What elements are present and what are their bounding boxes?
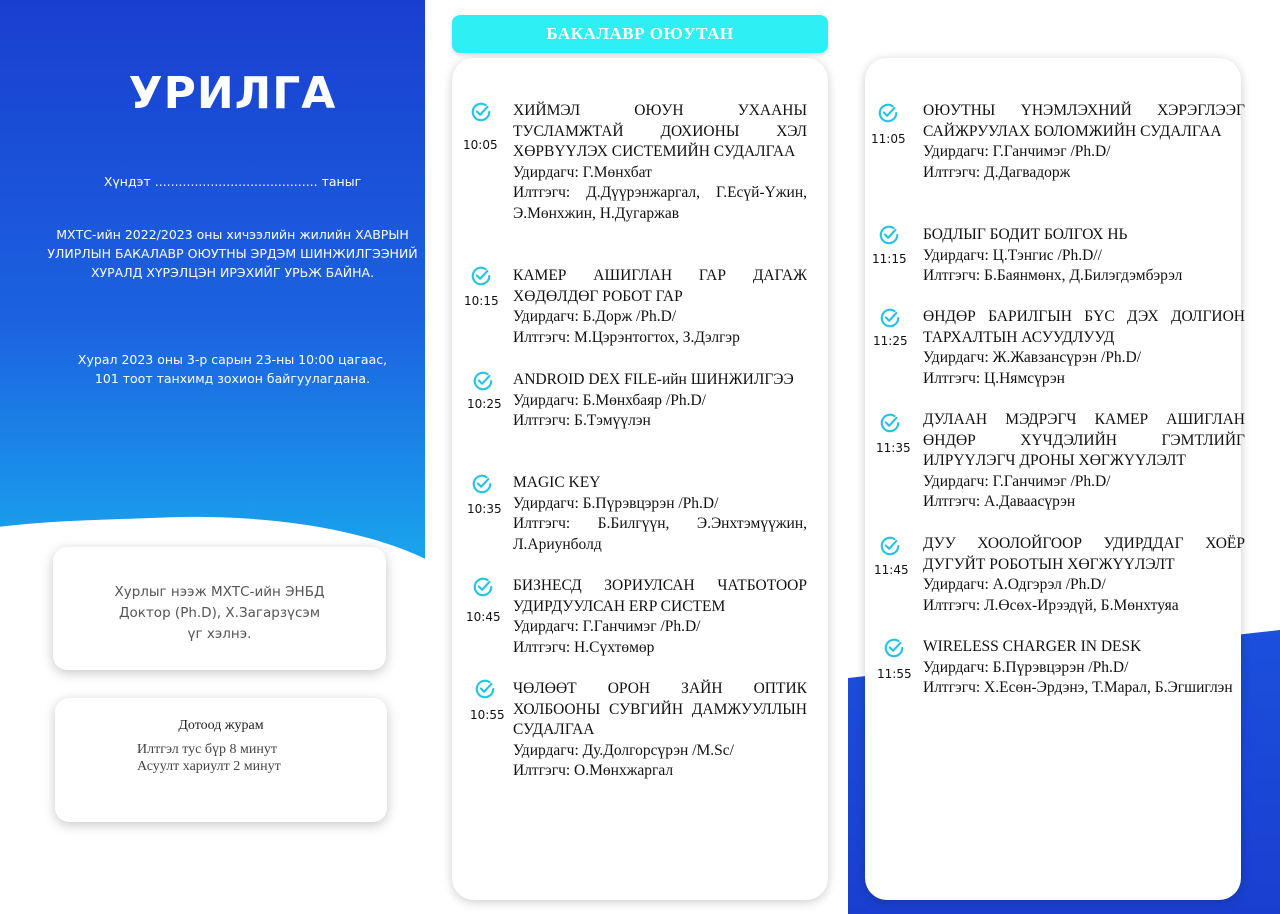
meeting-info (40, 350, 425, 388)
agenda-title: MAGIC KEY (513, 474, 601, 491)
agenda-presenter: Илтгэгч: Б.Тэмүүлэн (513, 412, 651, 430)
agenda-presenter: Илтгэгч: Ц.Нямсүрэн (923, 369, 1065, 387)
agenda-title: ӨНДӨР БАРИЛГЫН БҮС ДЭХ ДОЛГИОН ТАРХАЛТЫН АСУУДЛУУД (923, 308, 1245, 346)
program-header-label: БАКАЛАВР ОЮУТАН (546, 24, 734, 43)
meeting-info-line: Хурал 2023 оны 3-р сарын 23-ны 10:00 цагаас, (77, 352, 388, 367)
agenda-presenter: Илтгэгч: Б.Билгүүн, Э.Энхтэмүүжин, Л.Ариунболд (513, 515, 807, 553)
program-header (452, 15, 828, 53)
agenda-presenter: Илтгэгч: А.Даваасүрэн (923, 493, 1076, 511)
agenda-supervisor: Удирдагч: Ц.Тэнгис /Ph.D// (923, 246, 1102, 264)
agenda-time: 11:55 (877, 667, 912, 681)
agenda-title: ДУЛААН МЭДРЭГЧ КАМЕР АШИГЛАН ӨНДӨР ХҮЧДЭЛИЙН ГЭМТЛИЙГ ИЛРҮҮЛЭГЧ ДРОНЫ ХӨГЖҮҮЛЭЛТ (923, 411, 1245, 470)
agenda-title: ХИЙМЭЛ ОЮУН УХААНЫ ТУСЛАМЖТАЙ ДОХИОНЫ ХЭЛ ХӨРВҮҮЛЭХ СИСТЕМИЙН СУДАЛГАА (513, 102, 807, 161)
check-circle-icon (878, 224, 900, 246)
agenda-supervisor: Удирдагч: Б.Дорж /Ph.D/ (513, 308, 677, 326)
check-circle-icon (470, 265, 492, 287)
agenda-presenter: Илтгэгч: Л.Өсөх-Ирээдүй, Б.Мөнхтуяа (923, 596, 1179, 614)
agenda-time: 10:35 (467, 502, 502, 516)
agenda-presenter: Илтгэгч: Х.Есөн-Эрдэнэ, Т.Марал, Б.Эгшиглэн (923, 679, 1233, 697)
agenda-time: 11:05 (871, 132, 906, 146)
check-circle-icon (474, 678, 496, 700)
agenda-time: 11:35 (876, 441, 911, 455)
check-circle-icon (472, 370, 494, 392)
agenda-presenter: Илтгэгч: Д.Дагвадорж (923, 163, 1071, 181)
agenda-supervisor: Удирдагч: Б.Пүрэвцэрэн /Ph.D/ (513, 494, 719, 512)
check-circle-icon (883, 637, 905, 659)
invitation-title: УРИЛГА (128, 68, 337, 119)
agenda-title: ANDROID DEX FILE-ийн ШИНЖИЛГЭЭ (513, 371, 794, 388)
agenda-presenter: Илтгэгч: М.Цэрэнтогтох, З.Дэлгэр (513, 328, 740, 346)
check-circle-icon (470, 101, 492, 123)
opening-line: үг хэлнэ. (187, 626, 252, 642)
greeting-text: Хүндэт ......................................... таныг (103, 174, 362, 189)
agenda-time: 10:25 (467, 397, 502, 411)
agenda-supervisor: Удирдагч: Г.Ганчимэг /Ph.D/ (513, 618, 701, 636)
opening-text (53, 582, 386, 645)
agenda-supervisor: Удирдагч: А.Одгэрэл /Ph.D/ (923, 576, 1106, 594)
opening-card (53, 547, 386, 670)
agenda-supervisor: Удирдагч: Г.Мөнхбат (513, 163, 652, 181)
check-circle-icon (879, 307, 901, 329)
rule-item: Асуулт хариулт 2 минут (137, 759, 281, 774)
rules-card (55, 698, 387, 822)
agenda-supervisor: Удирдагч: Б.Пүрэвцэрэн /Ph.D/ (923, 658, 1129, 676)
agenda-time: 10:15 (464, 294, 499, 308)
opening-line: Хурлыг нээж МХТС-ийн ЭНБД (114, 584, 325, 600)
agenda-presenter: Илтгэгч: О.Мөнхжаргал (513, 762, 674, 780)
agenda-title: ДУУ ХООЛОЙГООР УДИРДДАГ ХОЁР ДУГУЙТ РОБОТЫН ХӨГЖҮҮЛЭЛТ (923, 535, 1245, 573)
agenda-time: 11:25 (873, 334, 908, 348)
intro-text: МХТС-ийн 2022/2023 оны хичээлийн жилийн ХАВРЫН УЛИРЛЫН БАКАЛАВР ОЮУТНЫ ЭРДЭМ ШИНЖИЛГЭЭНИЙ ХУРАЛД ХҮРЭЛЦЭН ИРЭХИЙГ УРЬЖ БАЙНА. (47, 227, 418, 280)
agenda-supervisor: Удирдагч: Ж.Жавзансүрэн /Ph.D/ (923, 349, 1142, 367)
check-circle-icon (879, 535, 901, 557)
agenda-title: БОДЛЫГ БОДИТ БОЛГОХ НЬ (923, 226, 1128, 243)
check-circle-icon (877, 102, 899, 124)
agenda-time: 11:15 (872, 252, 907, 266)
agenda-presenter: Илтгэгч: Н.Сүхтөмөр (513, 638, 655, 656)
check-circle-icon (472, 576, 494, 598)
agenda-supervisor: Удирдагч: Б.Мөнхбаяр /Ph.D/ (513, 391, 706, 409)
agenda-presenter: Илтгэгч: Б.Баянмөнх, Д.Билэгдэмбэрэл (923, 267, 1183, 285)
meeting-info-line: 101 тоот танхимд зохион байгуулагдана. (94, 371, 371, 386)
agenda-time: 10:05 (463, 138, 498, 152)
rules-title: Дотоод журам (178, 718, 264, 733)
agenda-title: БИЗНЕСД ЗОРИУЛСАН ЧАТБОТООР УДИРДУУЛСАН ERP СИСТЕМ (513, 577, 807, 615)
agenda-title: ОЮУТНЫ ҮНЭМЛЭХНИЙ ХЭРЭГЛЭЭГ САЙЖРУУЛАХ БОЛОМЖИЙН СУДАЛГАА (923, 102, 1245, 140)
agenda-time: 10:45 (466, 610, 501, 624)
rules-list (137, 741, 281, 775)
agenda-supervisor: Удирдагч: Ду.Долгорсүрэн /M.Sc/ (513, 741, 734, 759)
agenda-supervisor: Удирдагч: Г.Ганчимэг /Ph.D/ (923, 472, 1111, 490)
check-circle-icon (879, 412, 901, 434)
opening-line: Доктор (Ph.D), Х.Загарзүсэм (118, 605, 321, 621)
agenda-title: ЧӨЛӨӨТ ОРОН ЗАЙН ОПТИК ХОЛБООНЫ СУВГИЙН ДАМЖУУЛЛЫН СУДАЛГАА (513, 680, 807, 739)
check-circle-icon (471, 473, 493, 495)
rule-item: Илтгэл тус бүр 8 минут (137, 742, 277, 757)
agenda-title: КАМЕР АШИГЛАН ГАР ДАГАЖ ХӨДӨЛДӨГ РОБОТ ГАР (513, 267, 807, 305)
agenda-title: WIRELESS CHARGER IN DESK (923, 638, 1142, 655)
agenda-presenter: Илтгэгч: Д.Дүүрэнжаргал, Г.Есүй-Үжин, Э.Мөнхжин, Н.Дугаржав (513, 184, 807, 222)
agenda-supervisor: Удирдагч: Г.Ганчимэг /Ph.D/ (923, 143, 1111, 161)
agenda-time: 10:55 (470, 708, 505, 722)
agenda-time: 11:45 (874, 563, 909, 577)
